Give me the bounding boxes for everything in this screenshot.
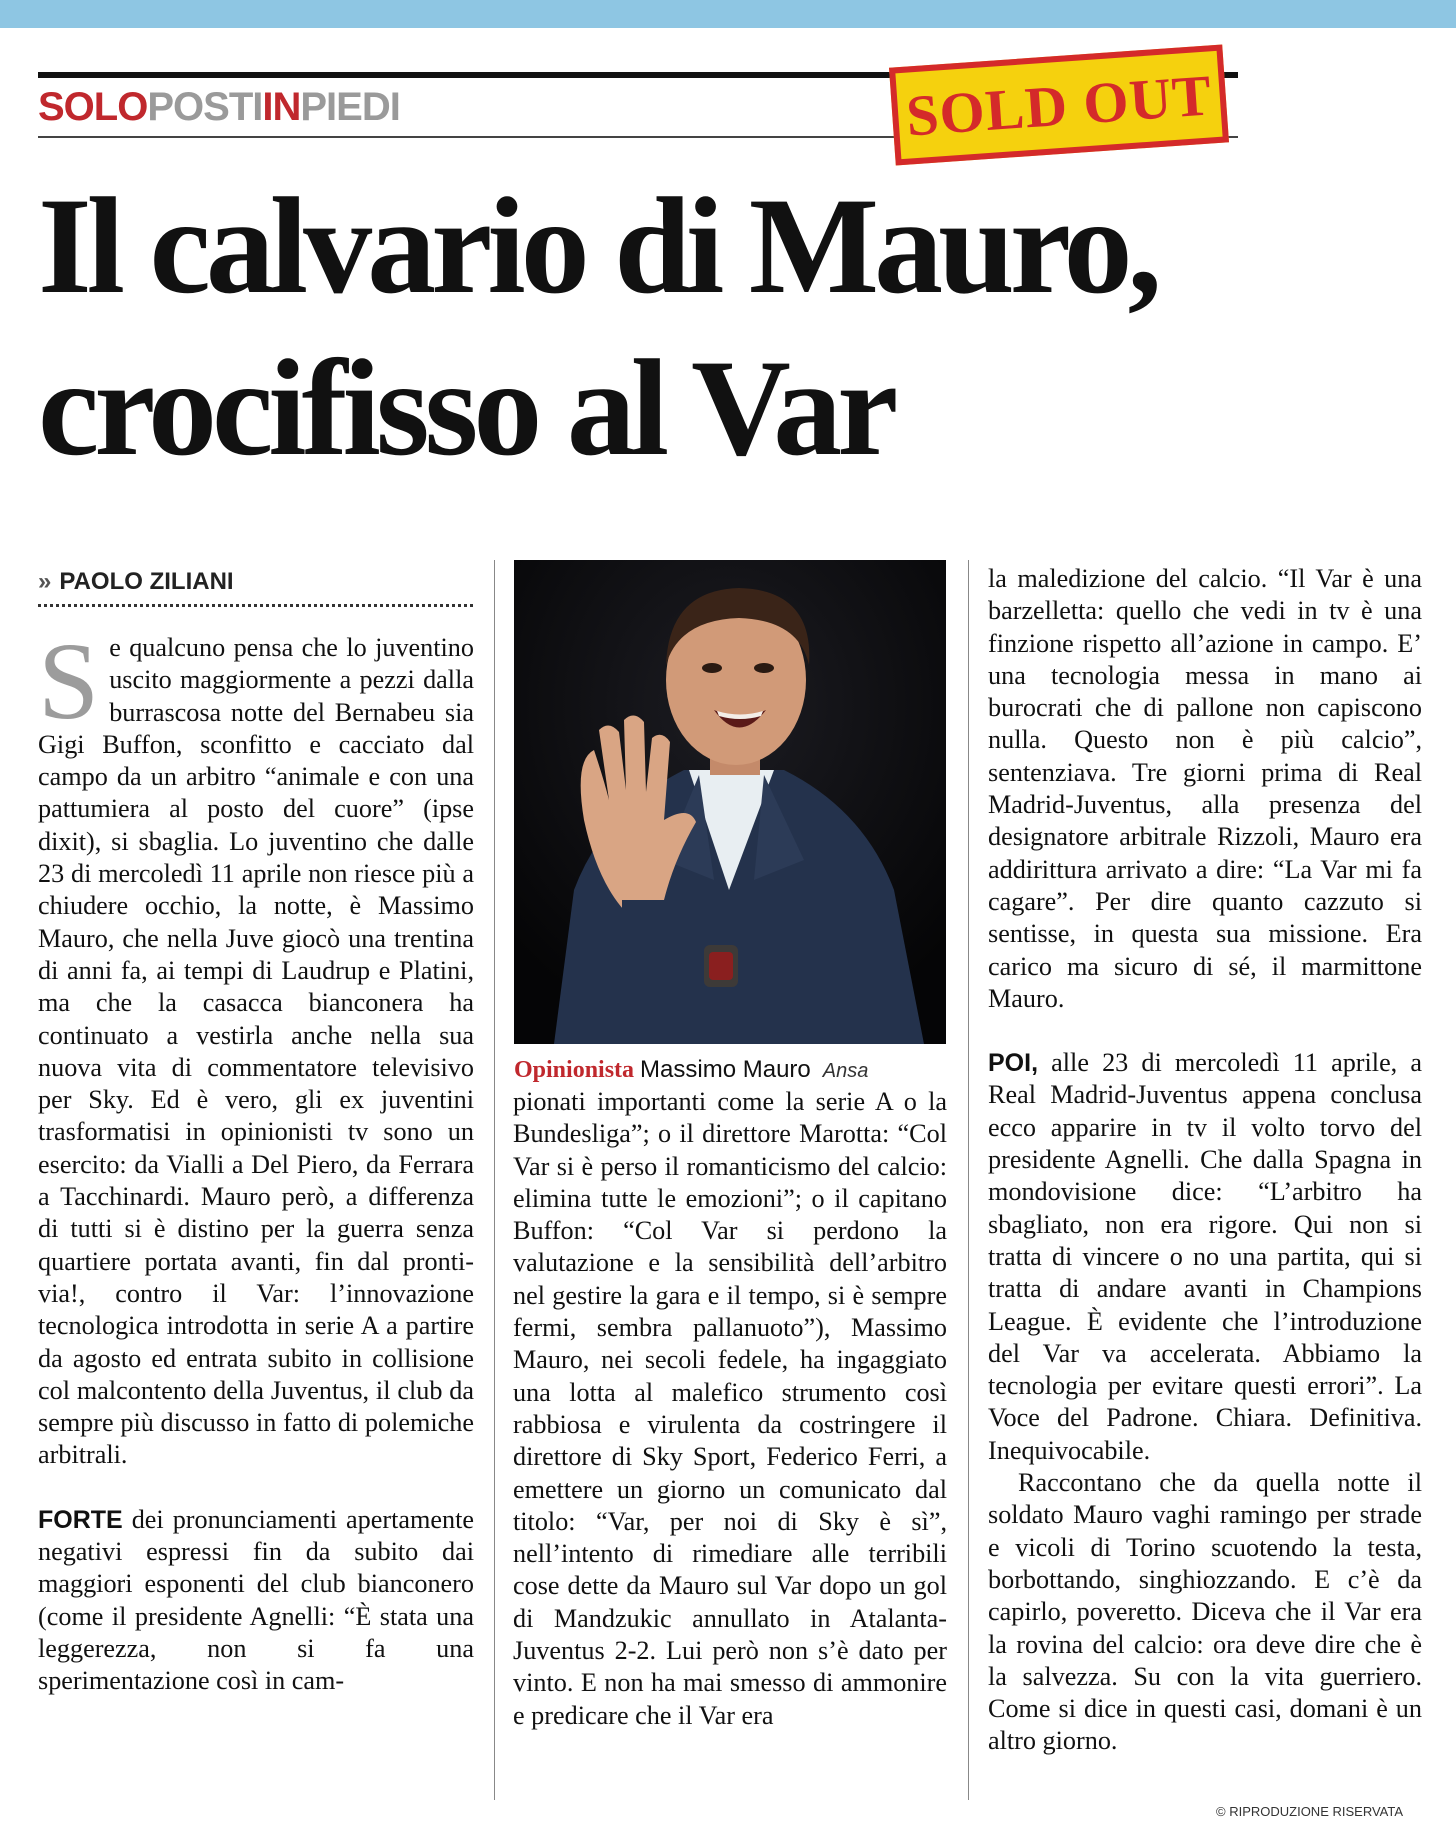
paragraph-3: pionati importanti come la serie A o la Bundesliga”; o il direttore Marotta: “Col Var si è perso il romanticismo del calcio: elimina tutte le emozioni”; o il capitano Buffon: “Col Var si perdono la valutazione e la sensibilità dell’arbitro nel gestire la gara e il tempo, si è sempre fermi, sembra pallanuoto”), Massimo Mauro, nei secoli fedele, ha ingaggiato una lotta al malefico strumento così rabbiosa e virulenta da costringere il direttore di Sky Sport, Federico Ferri, a emettere un giorno un comunicato dal titolo: “Var, per noi di Sky è sì”, nell’intento di rimediare alle terribili cose dette da Mauro sul Var dopo un gol di Mandzukic annullato in Atalanta-Juventus 2-2. Lui però non s’è dato per vinto. E non ha mai smesso di ammonire e predicare che il Var era (513, 1087, 947, 1730)
copyright-notice: © RIPRODUZIONE RISERVATA (1216, 1804, 1404, 1819)
kicker-solo: SOLO (38, 85, 148, 129)
paragraph-2 (38, 1504, 474, 1698)
byline-dotted-rule (38, 604, 473, 607)
paragraph-2-text: dei pronunciamenti apertamente negativi espressi fin da subito dai maggiori esponenti del club bianconero (come il presidente Agnelli: “È stata una leggerezza, non si fa una sperimentazione così in cam- (38, 1504, 474, 1696)
caption-name: Massimo Mauro (640, 1056, 811, 1083)
paragraph-5-text: alle 23 di mercoledì 11 aprile, a Real Madrid-Juventus appena conclusa ecco apparire in tv il volto torvo del presidente Agnelli. Che dalla Spagna in mondovisione dice: “L’arbitro ha sbagliato, non era rigore. Qui non si tratta di vincere o no una partita, qui si tratta di andare avanti in Champions League. È evidente che l’introduzione del Var va accelerata. Abbiamo la tecnologia per evitare questi errori”. La Voce del Padrone. Chiara. Definitiva. Inequivocabile. (988, 1048, 1422, 1465)
article-column-1 (38, 620, 474, 1698)
paragraph-1-text: e qualcuno pensa che lo juventino uscito maggiormente a pezzi dalla burrascosa notte del Bernabeu sia Gigi Buffon, sconfitto e cacciato dal campo da un arbitro “animale e con una pattumiera al posto del cuore” (ipse dixit), si sbaglia. Lo juventino che dalle 23 di mercoledì 11 aprile non riesce più a chiudere occhio, la notte, è Massimo Mauro, che nella Juve giocò una trentina di anni fa, ai tempi di Laudrup e Platini, ma che la casacca bianconera ha continuato a vestirla anche nella sua nuova vita di commentatore televisivo per Sky. Ed è vero, gli ex juventini trasformatisi in opinionisti tv sono un esercito: da Vialli a Del Piero, da Ferrara a Tacchinardi. Mauro però, a differenza di tutti si è distino per la guerra senza quartiere portata avanti, fin dal pronti-via!, contro il Var: l’innovazione tecnologica introdotta in serie A a partire da agosto ed entrata subito in collisione col malcontento della Juventus, il club da sempre più discusso in fatto di polemiche arbitrali. (38, 633, 474, 1470)
paragraph-2-lead: FORTE (38, 1505, 123, 1534)
column-divider-2 (968, 560, 969, 1800)
headline-line-2: crocifisso al Var (38, 331, 894, 484)
article-column-2 (513, 1086, 947, 1732)
paragraph-5 (988, 1047, 1422, 1467)
paragraph-1 (38, 620, 474, 1472)
kicker-posti: POSTI (147, 85, 263, 129)
kicker-in: IN (262, 85, 301, 129)
byline-author: PAOLO ZILIANI (59, 568, 234, 595)
kicker-piedi: PIEDI (300, 85, 400, 129)
article-column-3 (988, 563, 1422, 1758)
byline (38, 568, 473, 596)
headline (38, 165, 1358, 489)
photo-massimo-mauro (514, 560, 946, 1044)
column-divider-1 (494, 560, 495, 1800)
sold-out-stamp: SOLD OUT (889, 44, 1229, 165)
headline-line-1: Il calvario di Mauro, (38, 169, 1158, 322)
caption-label: Opinionista (514, 1057, 635, 1083)
portrait-illustration (514, 560, 946, 1044)
top-color-bar (0, 0, 1456, 28)
drop-cap: S (38, 620, 100, 742)
section-kicker (38, 84, 400, 130)
photo-caption (514, 1056, 946, 1084)
byline-marker: » (38, 568, 52, 595)
caption-source: Ansa (822, 1060, 869, 1082)
paragraph-5-lead: POI, (988, 1049, 1039, 1078)
paragraph-6: Raccontano che da quella notte il soldato Mauro vaghi ramingo per strade e vicoli di Torino scuotendo la testa, borbottando, singhiozzando. E c’è da capirlo, poveretto. Diceva che il Var era la rovina del calcio: ora deve dire che è la salvezza. Su con la vita guerriero. Come si dice in questi casi, domani è un altro giorno. (988, 1468, 1422, 1756)
paragraph-4: la maledizione del calcio. “Il Var è una barzelletta: quello che vedi in tv è una finzione rispetto all’azione in campo. E’ una tecnologia messa in mano ai burocrati che di pallone non capiscono nulla. Questo non è più calcio”, sentenziava. Tre giorni prima di Real Madrid-Juventus, alla presenza del designatore arbitrale Rizzoli, Mauro era addirittura arrivato a dire: “La Var mi fa cagare”. Per dire quanto cazzuto si sentisse, in questa sua missione. Era carico ma sicuro di sé, il marmittone Mauro. (988, 564, 1422, 1013)
